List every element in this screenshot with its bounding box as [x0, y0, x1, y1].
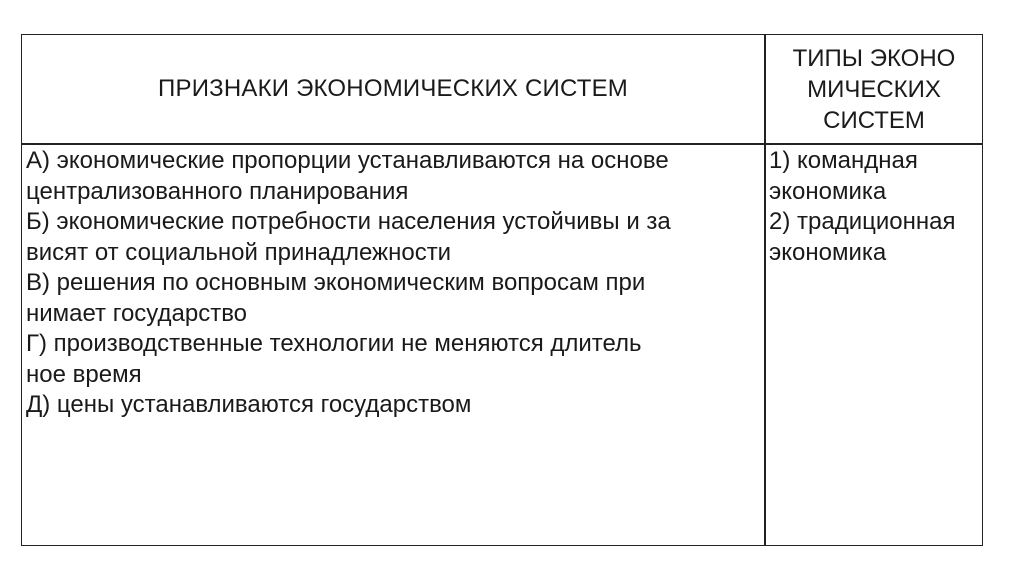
feature-line: нимает государство: [26, 299, 248, 327]
feature-line: ное время: [26, 360, 142, 388]
header-types-line: СИСТЕМ: [823, 107, 925, 134]
type-line: 2) традиционная: [769, 208, 956, 235]
header-features: [22, 35, 764, 143]
feature-line: Б) экономические потребности населения устойчивы и за: [26, 208, 671, 235]
types-cell: [769, 146, 981, 268]
feature-line: В) решения по основным экономическим вопросам при: [26, 269, 646, 296]
economic-systems-table: [21, 34, 983, 546]
header-features-label: ПРИЗНАКИ ЭКОНОМИЧЕСКИХ СИСТЕМ: [158, 75, 628, 102]
feature-line: централизованного планирования: [26, 177, 409, 205]
feature-line: Г) производственные технологии не меняются длитель: [26, 330, 642, 357]
header-types: [766, 43, 982, 136]
header-types-line: МИЧЕСКИХ: [807, 76, 941, 103]
header-divider: [22, 143, 982, 145]
type-line: 1) командная: [769, 147, 918, 174]
type-line: экономика: [769, 177, 887, 205]
type-line: экономика: [769, 238, 887, 266]
features-cell: [26, 146, 762, 421]
feature-line: А) экономические пропорции устанавливаются на основе: [26, 147, 669, 174]
header-types-line: ТИПЫ ЭКОНО: [792, 45, 956, 72]
feature-line: Д) цены устанавливаются государством: [26, 391, 472, 418]
feature-line: висят от социальной принадлежности: [26, 238, 452, 266]
